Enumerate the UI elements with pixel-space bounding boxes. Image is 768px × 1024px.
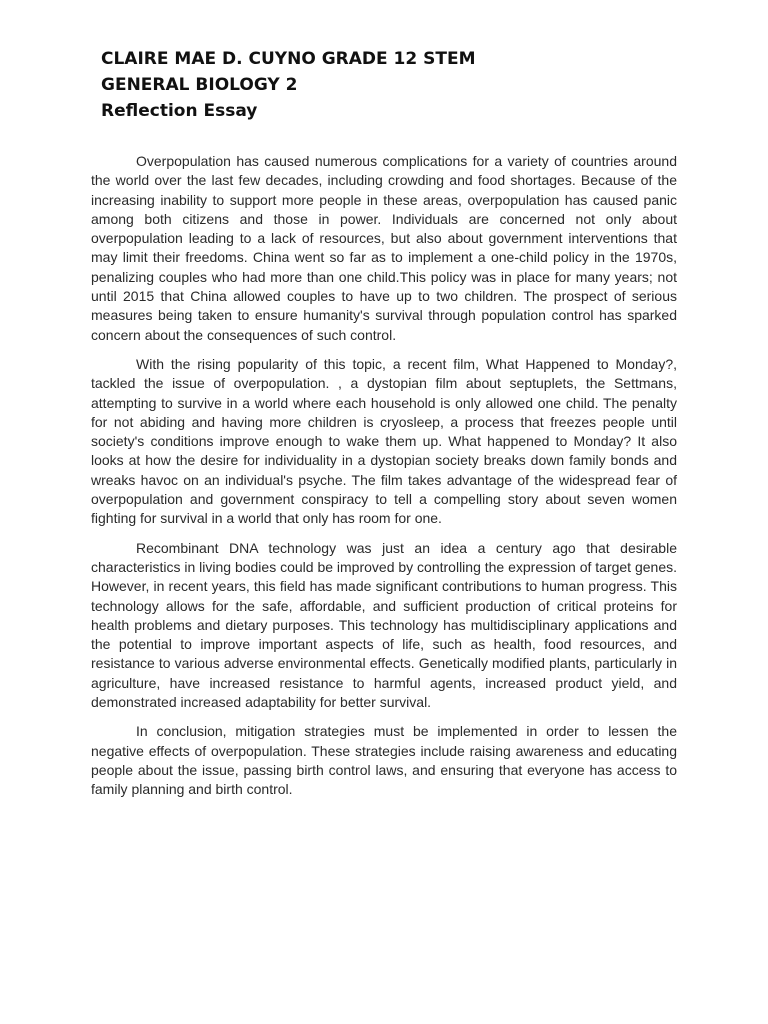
essay-paragraph-2: With the rising popularity of this topic, a recent film, What Happened to Monday?, tackled the issue of overpopulation. , a dystopian film about septuplets, the Settmans, attempting to survive in a world where each household is only allowed one child. The penalty for not abiding and having more children is cryosleep, a process that freezes people until society's conditions improve enough to wake them up. What happened to Monday? It also looks at how the desire for individuality in a dystopian society breaks down family bonds and wreaks havoc on an individual's psyche. The film takes advantage of the widespread fear of overpopulation and government conspiracy to tell a compelling story about seven women fighting for survival in a world that only has room for one. (91, 355, 677, 527)
subject-line: GENERAL BIOLOGY 2 (101, 75, 298, 95)
author-line: CLAIRE MAE D. CUYNO GRADE 12 STEM (101, 49, 476, 69)
essay-body (91, 152, 677, 810)
document-header (101, 46, 701, 124)
document-title: Reflection Essay (101, 101, 258, 121)
essay-paragraph-3: Recombinant DNA technology was just an idea a century ago that desirable characteristics in living bodies could be improved by controlling the expression of target genes. However, in recent years, this field has made significant contributions to human progress. This technology allows for the safe, affordable, and sufficient production of critical proteins for health problems and dietary purposes. This technology has multidisciplinary applications and the potential to improve important aspects of life, such as health, food resources, and resistance to various adverse environmental effects. Genetically modified plants, particularly in agriculture, have increased resistance to harmful agents, increased product yield, and demonstrated increased adaptability for better survival. (91, 539, 677, 711)
essay-paragraph-1: Overpopulation has caused numerous complications for a variety of countries around the world over the last few decades, including crowding and food shortages. Because of the increasing inability to support more people in these areas, overpopulation has caused panic among both citizens and those in power. Individuals are concerned not only about overpopulation leading to a lack of resources, but also about government interventions that may limit their freedoms. China went so far as to implement a one-child policy in the 1970s, penalizing couples who had more than one child.This policy was in place for many years; not until 2015 that China allowed couples to have up to two children. The prospect of serious measures being taken to ensure humanity's survival through population control has sparked concern about the consequences of such control. (91, 153, 677, 343)
essay-paragraph-4: In conclusion, mitigation strategies must be implemented in order to lessen the negative effects of overpopulation. These strategies include raising awareness and educating people about the issue, passing birth control laws, and ensuring that everyone has access to family planning and birth control. (91, 723, 677, 798)
